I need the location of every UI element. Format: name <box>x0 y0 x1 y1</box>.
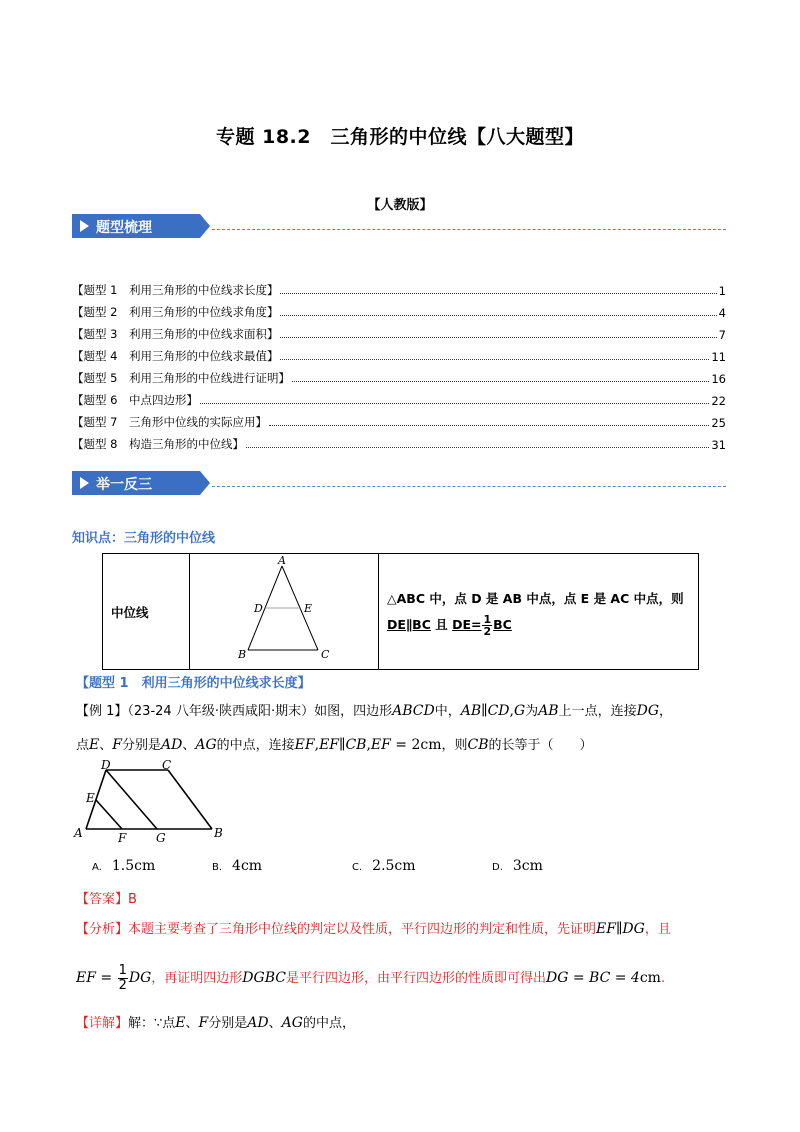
toc-entry-page: 4 <box>718 306 726 320</box>
toc-leader <box>292 381 709 382</box>
play-arrow-icon <box>80 477 89 489</box>
label-d: D <box>254 602 263 615</box>
toc-entry-page: 31 <box>711 438 726 452</box>
toc-entry-label: 【题型 3 利用三角形的中位线求面积】 <box>72 327 279 341</box>
label-c: C <box>321 648 330 661</box>
fig-label-g: G <box>156 831 166 845</box>
toc-entry[interactable] <box>72 322 726 342</box>
toc-entry-page: 25 <box>711 416 726 430</box>
toc-leader <box>280 337 716 338</box>
midline-triangle-diagram <box>190 554 378 665</box>
knowledge-heading: 知识点：三角形的中位线 <box>72 531 216 546</box>
toc-leader <box>269 425 709 426</box>
section-banner-practice <box>72 471 726 495</box>
fig-label-d: D <box>101 760 111 772</box>
term-cell: 中位线 <box>103 554 190 670</box>
fig-label-a: A <box>74 826 83 840</box>
statement-cell <box>379 554 699 670</box>
analysis-line-1: 【分析】本题主要考查了三角形中位线的判定以及性质，平行四边形的判定和性质，先证明EF∥DG，且 <box>76 921 671 937</box>
toc-entry[interactable] <box>72 300 726 320</box>
toc-entry-label: 【题型 1 利用三角形的中位线求长度】 <box>72 283 279 297</box>
trapezoid-figure <box>70 760 240 850</box>
knowledge-table <box>102 553 699 670</box>
diagram-cell <box>190 554 379 670</box>
toc-entry[interactable] <box>72 410 726 430</box>
answer-line: 【答案】B <box>76 892 137 907</box>
toc-entry-page: 16 <box>711 372 726 386</box>
toc-entry-label: 【题型 6 中点四边形】 <box>72 393 198 407</box>
toc-leader <box>280 293 716 294</box>
analysis-line-2: EF = $\frac{1}{2}$ DG，再证明四边形DGBC是平行四边形，由平行四边形的性质即可得出DG = BC = 4cm. <box>76 963 666 993</box>
toc-entry-label: 【题型 4 利用三角形的中位线求最值】 <box>72 349 279 363</box>
toc-leader <box>280 359 709 360</box>
option-a[interactable]: A. 1.5cm <box>92 858 156 874</box>
option-b[interactable]: B. 4cm <box>212 858 263 874</box>
option-c[interactable]: C. 2.5cm <box>352 858 416 874</box>
label-e: E <box>304 602 313 615</box>
toc-entry-page: 11 <box>711 350 726 364</box>
fig-label-b: B <box>214 826 223 840</box>
edition-label: 【人教版】 <box>367 198 433 213</box>
option-d[interactable]: D. 3cm <box>492 858 543 874</box>
midline-conclusion: DE∥BC 且 DE= $\frac{1}{2}$ BC <box>387 612 512 638</box>
toc-entry-label: 【题型 7 三角形中位线的实际应用】 <box>72 415 267 429</box>
toc-entry[interactable] <box>72 432 726 452</box>
toc-entry-label: 【题型 8 构造三角形的中位线】 <box>72 437 244 451</box>
fig-label-e: E <box>86 791 95 805</box>
example-line-2: 点E、F分别是AD、AG的中点，连接EF,EF∥CB,EF = 2cm，则CB的长等于（ ） <box>76 737 593 753</box>
page-title: 专题 18.2 三角形的中位线【八大题型】 <box>216 126 584 148</box>
fig-label-c: C <box>162 760 172 772</box>
label-a: A <box>278 554 286 567</box>
toc-leader <box>200 403 709 404</box>
toc-leader <box>280 315 716 316</box>
toc-entry-page: 1 <box>718 284 726 298</box>
midline-statement: △ABC 中，点 D 是 AB 中点，点 E 是 AC 中点，则 <box>387 590 684 606</box>
toc-entry-label: 【题型 5 利用三角形的中位线进行证明】 <box>72 371 290 385</box>
question-type-heading: 【题型 1 利用三角形的中位线求长度】 <box>76 676 311 691</box>
detail-line: 【详解】解：∵点E、F分别是AD、AG的中点， <box>76 1015 355 1031</box>
banner-label: 举一反三 <box>96 477 152 493</box>
example-line-1: 【例 1】（23-24 八年级·陕西咸阳·期末）如图，四边形ABCD中，AB∥CD,G为AB上一点，连接DG， <box>76 703 673 719</box>
toc-entry[interactable] <box>72 278 726 298</box>
toc-entry-page: 7 <box>718 328 726 342</box>
section-banner-overview <box>72 214 726 238</box>
toc-leader <box>246 447 709 448</box>
toc-entry[interactable] <box>72 344 726 364</box>
toc-entry[interactable] <box>72 388 726 408</box>
fig-label-f: F <box>118 831 127 845</box>
toc-entry[interactable] <box>72 366 726 386</box>
play-arrow-icon <box>80 220 89 232</box>
label-b: B <box>238 648 247 661</box>
banner-label: 题型梳理 <box>96 220 152 236</box>
toc-entry-page: 22 <box>711 394 726 408</box>
toc-entry-label: 【题型 2 利用三角形的中位线求角度】 <box>72 305 279 319</box>
